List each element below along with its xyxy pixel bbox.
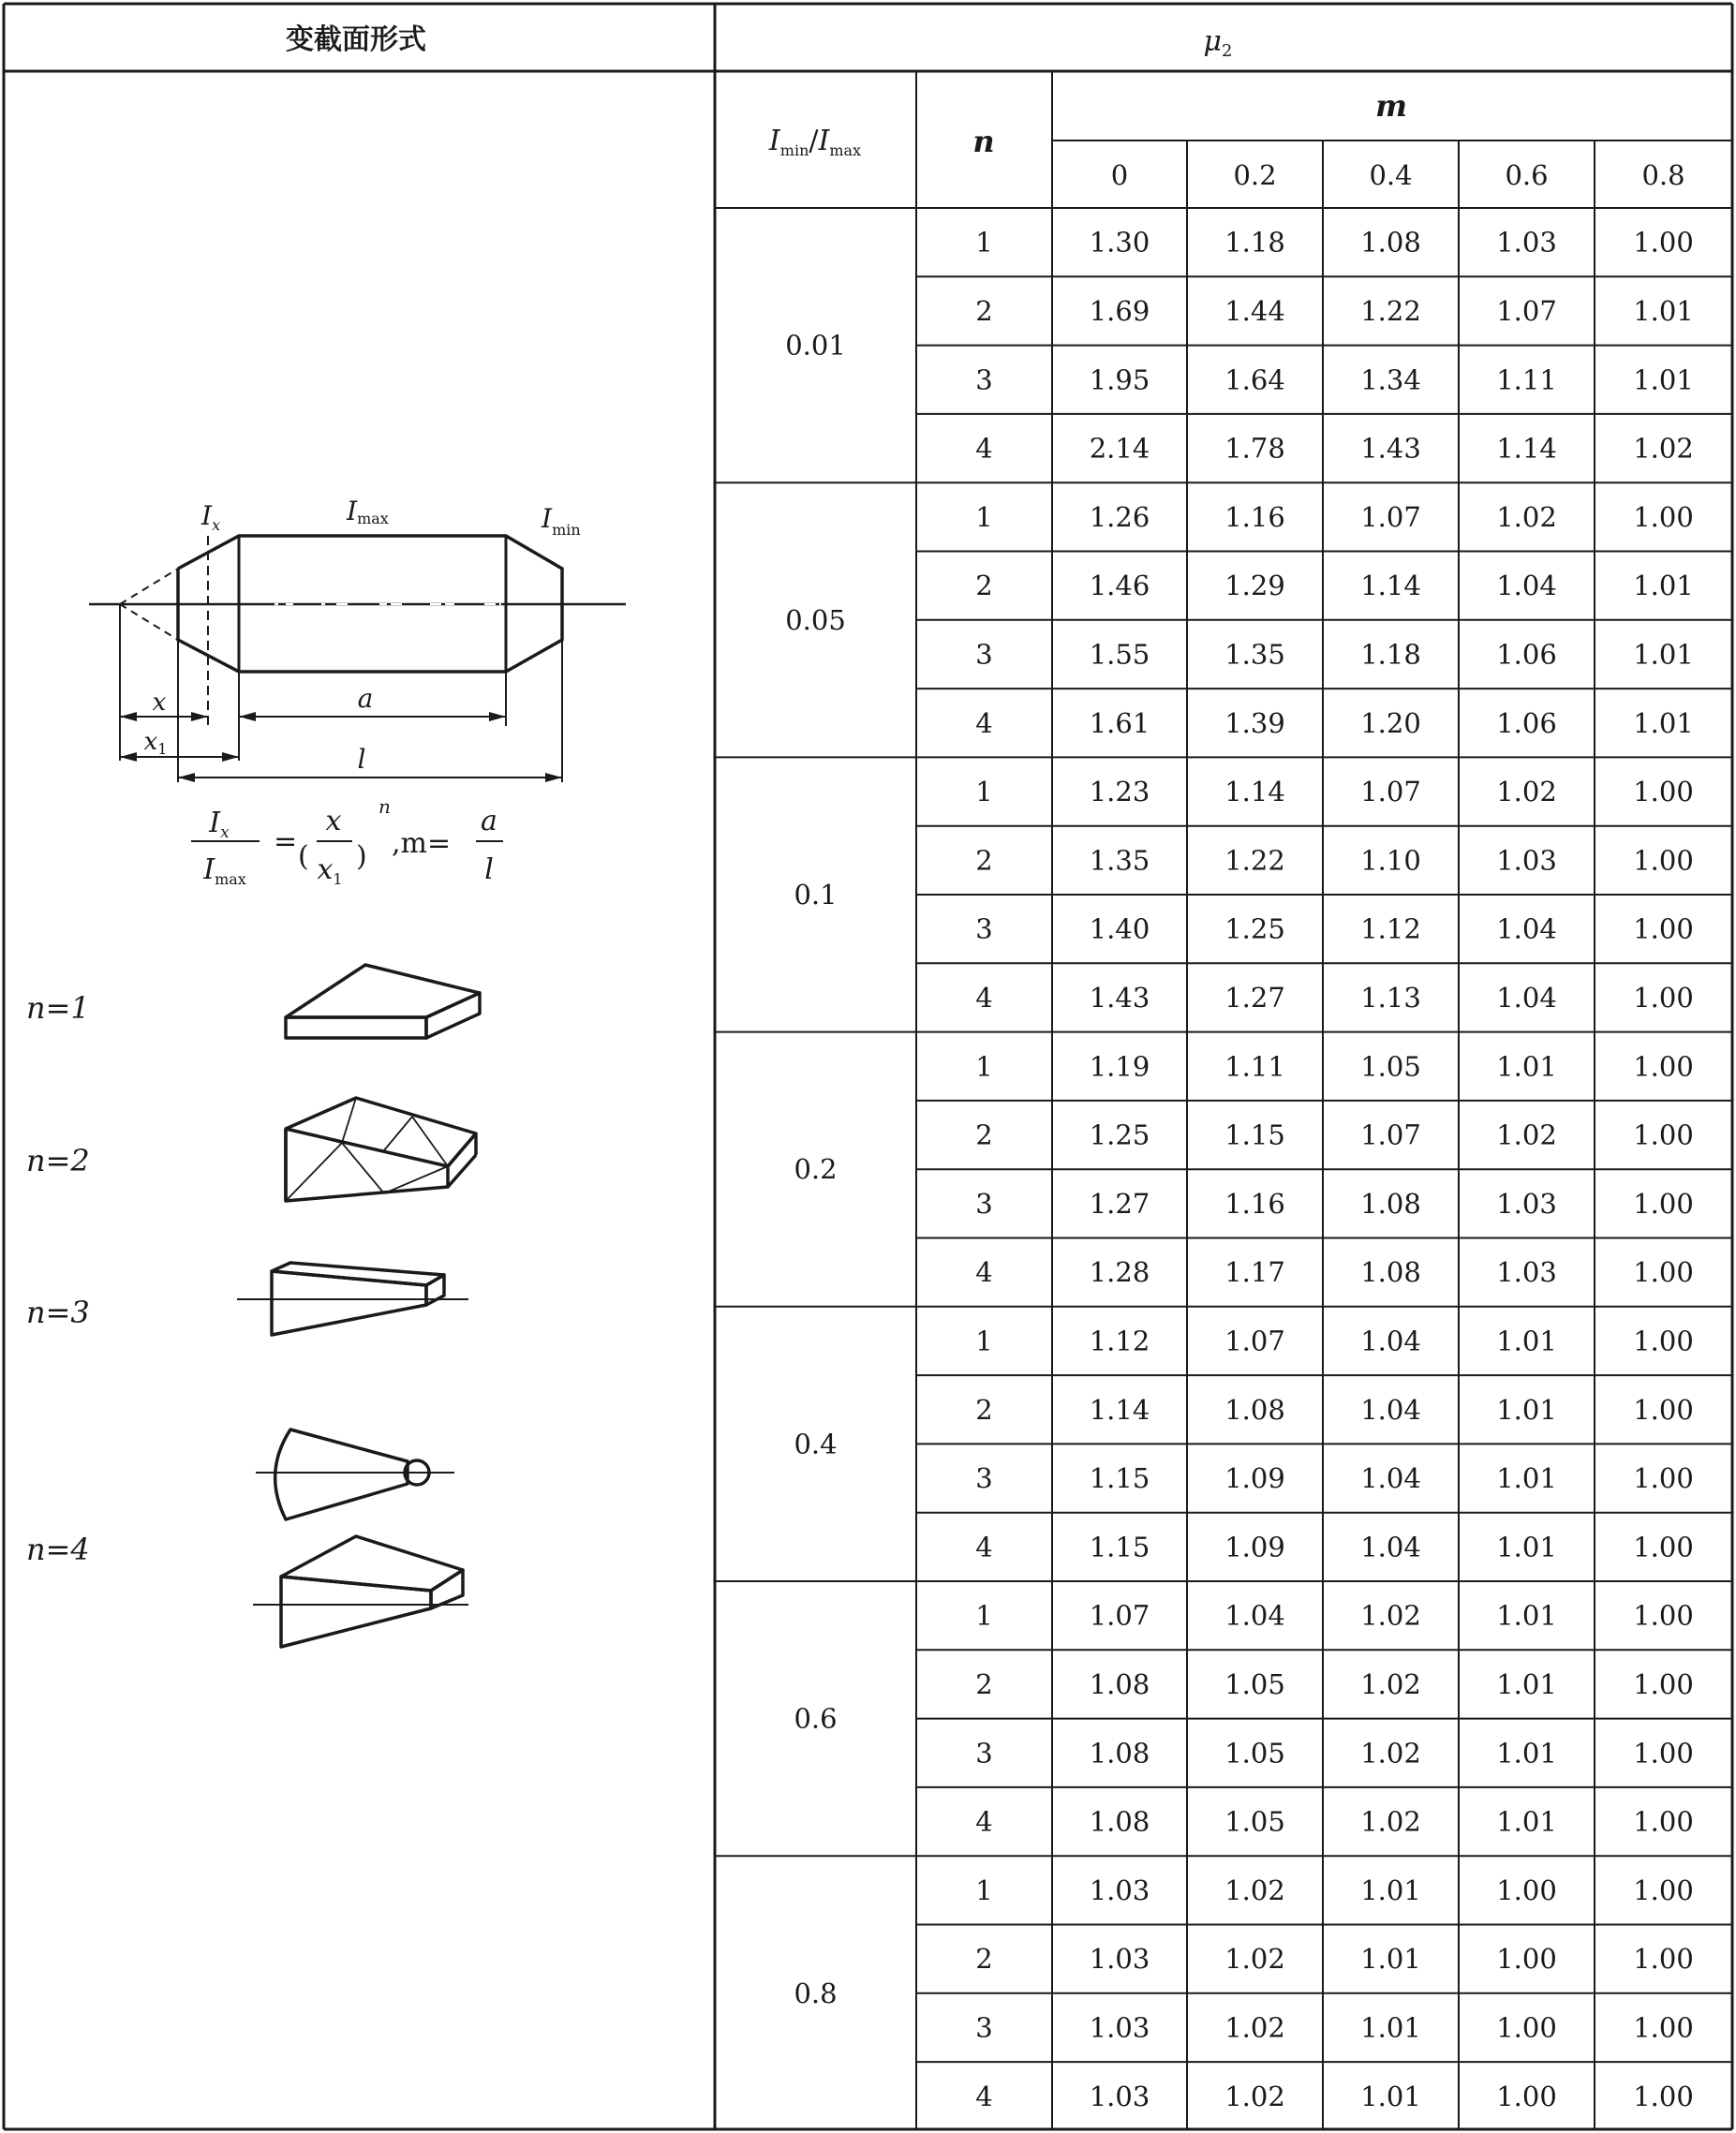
value-cell: 1.00 <box>1633 1943 1694 1976</box>
ratio-header: $I_{min}/I_{max}$ <box>768 125 862 159</box>
value-cell: 1.02 <box>1360 1667 1421 1700</box>
value-cell: 1.30 <box>1089 226 1150 259</box>
value-cell: 1.01 <box>1633 294 1694 327</box>
n-cell: 2 <box>975 1943 993 1976</box>
value-cell: 1.03 <box>1089 2080 1150 2112</box>
arrowheads <box>120 712 562 782</box>
value-cell: 1.04 <box>1224 1599 1285 1632</box>
value-cell: 1.20 <box>1360 706 1421 739</box>
value-cell: 1.02 <box>1224 1874 1285 1906</box>
value-cell: 1.27 <box>1224 981 1285 1014</box>
n-cell: 1 <box>975 500 993 533</box>
value-cell: 1.22 <box>1224 844 1285 877</box>
value-cell: 1.08 <box>1089 1667 1150 1700</box>
n-cell: 4 <box>975 706 993 739</box>
value-cell: 1.08 <box>1089 1805 1150 1838</box>
svg-text:n: n <box>378 795 391 818</box>
svg-text:a: a <box>481 805 497 837</box>
svg-text:Imax: $I_{max}$ <box>203 853 246 888</box>
value-cell: 1.00 <box>1633 226 1694 259</box>
value-cell: 1.03 <box>1496 1187 1557 1220</box>
value-cell: 1.25 <box>1224 912 1285 945</box>
value-cell: 1.01 <box>1496 1599 1557 1632</box>
ratio-cell: 0.6 <box>794 1702 838 1735</box>
n-cell: 3 <box>975 912 993 945</box>
shape-n1-drawing <box>286 965 480 1038</box>
n-cell: 1 <box>975 226 993 259</box>
value-cell: 1.11 <box>1224 1050 1285 1083</box>
value-cell: 1.07 <box>1089 1599 1150 1632</box>
value-cell: 1.25 <box>1089 1118 1150 1151</box>
value-cell: 1.02 <box>1360 1737 1421 1770</box>
n-cell: 4 <box>975 432 993 465</box>
m-value-header: 0 <box>1110 159 1129 191</box>
value-cell: 1.16 <box>1224 1187 1285 1220</box>
value-cell: 1.03 <box>1089 2011 1150 2044</box>
value-cell: 1.02 <box>1224 2080 1285 2112</box>
value-cell: 1.18 <box>1360 638 1421 671</box>
m-value-header: 0.2 <box>1233 159 1277 191</box>
svg-text:Ix: $I_x$ <box>209 807 230 842</box>
ratio-cell: 0.2 <box>794 1153 838 1186</box>
n-cell: 3 <box>975 638 993 671</box>
value-cell: 1.00 <box>1633 844 1694 877</box>
n-cell: 1 <box>975 1874 993 1906</box>
value-cell: 1.00 <box>1633 1874 1694 1906</box>
value-cell: 1.10 <box>1360 844 1421 877</box>
value-cell: 1.00 <box>1633 1187 1694 1220</box>
value-cell: 1.09 <box>1224 1462 1285 1495</box>
value-cell: 1.01 <box>1360 1943 1421 1976</box>
value-cell: 1.00 <box>1633 1325 1694 1357</box>
value-cell: 1.43 <box>1089 981 1150 1014</box>
shape-label-n2: n=2 <box>26 1143 90 1178</box>
value-cell: 1.18 <box>1224 226 1285 259</box>
table-grid <box>4 4 1732 2129</box>
apex-dash-bottom <box>120 604 178 640</box>
value-cell: 1.00 <box>1496 2011 1557 2044</box>
dim-label-x: x <box>152 689 167 717</box>
value-cell: 1.22 <box>1360 294 1421 327</box>
formula-left-paren: ( <box>298 840 309 873</box>
value-cell: 1.04 <box>1496 912 1557 945</box>
m-value-headers <box>1111 159 1685 191</box>
value-cell: 1.46 <box>1089 570 1150 602</box>
value-cell: 1.14 <box>1496 432 1557 465</box>
value-cell: 1.06 <box>1496 706 1557 739</box>
svg-text:x1: $x_1$ <box>317 853 343 888</box>
shape-n2-drawing <box>286 1098 476 1201</box>
value-cell: 1.02 <box>1496 776 1557 808</box>
shape-n4-drawing-cone <box>256 1429 454 1519</box>
shape-label-n3: n=3 <box>26 1295 90 1330</box>
value-cell: 1.14 <box>1360 570 1421 602</box>
mu2-title: $\mu_2$ <box>1203 25 1233 61</box>
value-cell: 1.01 <box>1496 1737 1557 1770</box>
value-cell: 1.00 <box>1633 1256 1694 1289</box>
formula <box>191 795 503 888</box>
value-cell: 1.04 <box>1496 570 1557 602</box>
n-cell: 4 <box>975 1805 993 1838</box>
n-cell: 1 <box>975 1599 993 1632</box>
n-cell: 2 <box>975 844 993 877</box>
value-cell: 1.01 <box>1496 1050 1557 1083</box>
value-cell: 1.00 <box>1633 1805 1694 1838</box>
value-cell: 1.02 <box>1496 500 1557 533</box>
value-cell: 1.78 <box>1224 432 1285 465</box>
value-cell: 1.07 <box>1360 1118 1421 1151</box>
value-cell: 1.05 <box>1224 1737 1285 1770</box>
value-cell: 1.15 <box>1089 1462 1150 1495</box>
value-cell: 1.00 <box>1633 1118 1694 1151</box>
value-cell: 1.01 <box>1633 363 1694 396</box>
value-cell: 1.00 <box>1496 1874 1557 1906</box>
value-cell: 1.03 <box>1496 226 1557 259</box>
value-cell: 1.02 <box>1360 1599 1421 1632</box>
m-value-header: 0.4 <box>1369 159 1413 191</box>
value-cell: 1.01 <box>1360 2011 1421 2044</box>
value-cell: 1.64 <box>1224 363 1285 396</box>
value-cell: 1.02 <box>1224 1943 1285 1976</box>
value-cell: 1.00 <box>1633 776 1694 808</box>
value-cell: 1.09 <box>1224 1531 1285 1563</box>
svg-text:=: = <box>274 825 298 858</box>
value-cell: 1.17 <box>1224 1256 1285 1289</box>
value-cell: 1.07 <box>1360 500 1421 533</box>
svg-text:,m=: ,m= <box>392 827 452 860</box>
value-cell: 1.07 <box>1360 776 1421 808</box>
n-cell: 1 <box>975 1050 993 1083</box>
ratio-cell: 0.8 <box>794 1977 838 2009</box>
value-cell: 1.23 <box>1089 776 1150 808</box>
n-cell: 2 <box>975 570 993 602</box>
n-cell: 1 <box>975 1325 993 1357</box>
value-cell: 1.01 <box>1496 1325 1557 1357</box>
value-cell: 1.40 <box>1089 912 1150 945</box>
value-cell: 1.15 <box>1089 1531 1150 1563</box>
value-cell: 1.00 <box>1633 1599 1694 1632</box>
value-cell: 1.02 <box>1360 1805 1421 1838</box>
shape-label-n1: n=1 <box>26 990 90 1026</box>
value-cell: 1.35 <box>1089 844 1150 877</box>
value-cell: 1.08 <box>1089 1737 1150 1770</box>
value-cell: 1.04 <box>1360 1462 1421 1495</box>
n-header: n <box>972 124 995 159</box>
label-Imin: $I_{min}$ <box>542 503 581 539</box>
value-cell: 1.08 <box>1360 1256 1421 1289</box>
value-cell: 1.00 <box>1496 2080 1557 2112</box>
value-cell: 1.01 <box>1633 706 1694 739</box>
value-cell: 1.05 <box>1360 1050 1421 1083</box>
value-cell: 1.01 <box>1496 1462 1557 1495</box>
value-cell: 1.07 <box>1496 294 1557 327</box>
value-cell: 1.27 <box>1089 1187 1150 1220</box>
svg-text:l: l <box>484 853 494 886</box>
n-cell: 1 <box>975 776 993 808</box>
n-cell: 2 <box>975 1667 993 1700</box>
value-cell: 1.02 <box>1496 1118 1557 1151</box>
value-cell: 1.00 <box>1633 1667 1694 1700</box>
n-cell: 2 <box>975 294 993 327</box>
value-cell: 1.03 <box>1089 1874 1150 1906</box>
dim-label-x1: x1 <box>143 728 168 758</box>
shape-label-n4: n=4 <box>26 1532 90 1567</box>
value-cell: 1.69 <box>1089 294 1150 327</box>
value-cell: 1.00 <box>1633 981 1694 1014</box>
value-cell: 1.04 <box>1360 1531 1421 1563</box>
value-cell: 1.01 <box>1360 2080 1421 2112</box>
apex-dash-top <box>120 569 178 604</box>
n-cell: 3 <box>975 1187 993 1220</box>
svg-text:x: x <box>325 805 342 837</box>
value-cell: 1.01 <box>1496 1393 1557 1426</box>
value-cell: 1.03 <box>1089 1943 1150 1976</box>
ratio-cell: 0.05 <box>785 603 846 636</box>
formula-right-paren: ) <box>356 840 367 873</box>
value-cell: 1.00 <box>1633 1531 1694 1563</box>
value-cell: 1.14 <box>1089 1393 1150 1426</box>
value-cell: 1.02 <box>1633 432 1694 465</box>
value-cell: 1.01 <box>1633 570 1694 602</box>
label-Imax: Imax <box>347 496 389 527</box>
m-value-header: 0.8 <box>1641 159 1685 191</box>
value-cell: 1.05 <box>1224 1667 1285 1700</box>
label-Ix: $I_x$ <box>201 500 221 534</box>
value-cell: 1.04 <box>1360 1393 1421 1426</box>
value-cell: 1.08 <box>1360 226 1421 259</box>
value-cell: 1.00 <box>1633 500 1694 533</box>
value-cell: 1.07 <box>1224 1325 1285 1357</box>
value-cell: 1.95 <box>1089 363 1150 396</box>
value-cell: 1.43 <box>1360 432 1421 465</box>
n-cell: 3 <box>975 1462 993 1495</box>
value-cell: 1.01 <box>1360 1874 1421 1906</box>
value-cell: 1.00 <box>1633 2011 1694 2044</box>
value-cell: 1.11 <box>1496 363 1557 396</box>
value-cell: 1.34 <box>1360 363 1421 396</box>
value-cell: 1.08 <box>1224 1393 1285 1426</box>
value-cell: 1.06 <box>1496 638 1557 671</box>
table-header <box>286 23 1232 61</box>
value-cell: 1.35 <box>1224 638 1285 671</box>
m-value-header: 0.6 <box>1505 159 1549 191</box>
value-cell: 1.01 <box>1633 638 1694 671</box>
value-cell: 1.04 <box>1360 1325 1421 1357</box>
value-cell: 1.28 <box>1089 1256 1150 1289</box>
shape-drawings <box>237 965 480 1647</box>
shape-n4-drawing-wedge <box>253 1536 468 1647</box>
ratio-cell: 0.01 <box>785 329 846 362</box>
n-cell: 2 <box>975 1393 993 1426</box>
value-cell: 1.15 <box>1224 1118 1285 1151</box>
value-cell: 1.13 <box>1360 981 1421 1014</box>
n-cell: 4 <box>975 1256 993 1289</box>
dim-label-l: l <box>357 744 366 775</box>
n-cell: 4 <box>975 1531 993 1563</box>
n-cell: 2 <box>975 1118 993 1151</box>
value-cell: 1.61 <box>1089 706 1150 739</box>
value-cell: 1.26 <box>1089 500 1150 533</box>
value-cell: 1.04 <box>1496 981 1557 1014</box>
value-cell: 1.00 <box>1633 1050 1694 1083</box>
n-cell: 4 <box>975 981 993 1014</box>
value-cell: 1.00 <box>1633 1737 1694 1770</box>
value-cell: 1.16 <box>1224 500 1285 533</box>
ratio-cell: 0.1 <box>794 879 838 911</box>
n-cell: 3 <box>975 1737 993 1770</box>
value-cell: 1.55 <box>1089 638 1150 671</box>
value-cell: 1.02 <box>1224 2011 1285 2044</box>
value-cell: 1.00 <box>1633 2080 1694 2112</box>
value-cell: 1.00 <box>1633 912 1694 945</box>
value-cell: 1.03 <box>1496 1256 1557 1289</box>
value-cell: 1.44 <box>1224 294 1285 327</box>
value-cell: 1.08 <box>1360 1187 1421 1220</box>
shape-labels <box>26 990 90 1567</box>
value-cell: 1.00 <box>1633 1462 1694 1495</box>
n-cell: 3 <box>975 2011 993 2044</box>
value-cell: 1.12 <box>1360 912 1421 945</box>
value-cell: 1.05 <box>1224 1805 1285 1838</box>
value-cell: 1.12 <box>1089 1325 1150 1357</box>
value-cell: 1.29 <box>1224 570 1285 602</box>
left-column-title: 变截面形式 <box>286 23 426 56</box>
value-cell: 1.01 <box>1496 1531 1557 1563</box>
value-cell: 1.03 <box>1496 844 1557 877</box>
n-cell: 3 <box>975 363 993 396</box>
value-cell: 1.00 <box>1633 1393 1694 1426</box>
value-cell: 1.00 <box>1496 1943 1557 1976</box>
n-cell: 4 <box>975 2080 993 2112</box>
value-cell: 1.01 <box>1496 1805 1557 1838</box>
value-cell: 2.14 <box>1089 432 1150 465</box>
value-cell: 1.01 <box>1496 1667 1557 1700</box>
dim-label-a: a <box>357 683 374 714</box>
value-cell: 1.14 <box>1224 776 1285 808</box>
value-cell: 1.19 <box>1089 1050 1150 1083</box>
value-cell: 1.39 <box>1224 706 1285 739</box>
shape-n3-drawing <box>237 1263 468 1335</box>
ratio-cell: 0.4 <box>794 1428 838 1460</box>
m-header: m <box>1375 88 1407 124</box>
